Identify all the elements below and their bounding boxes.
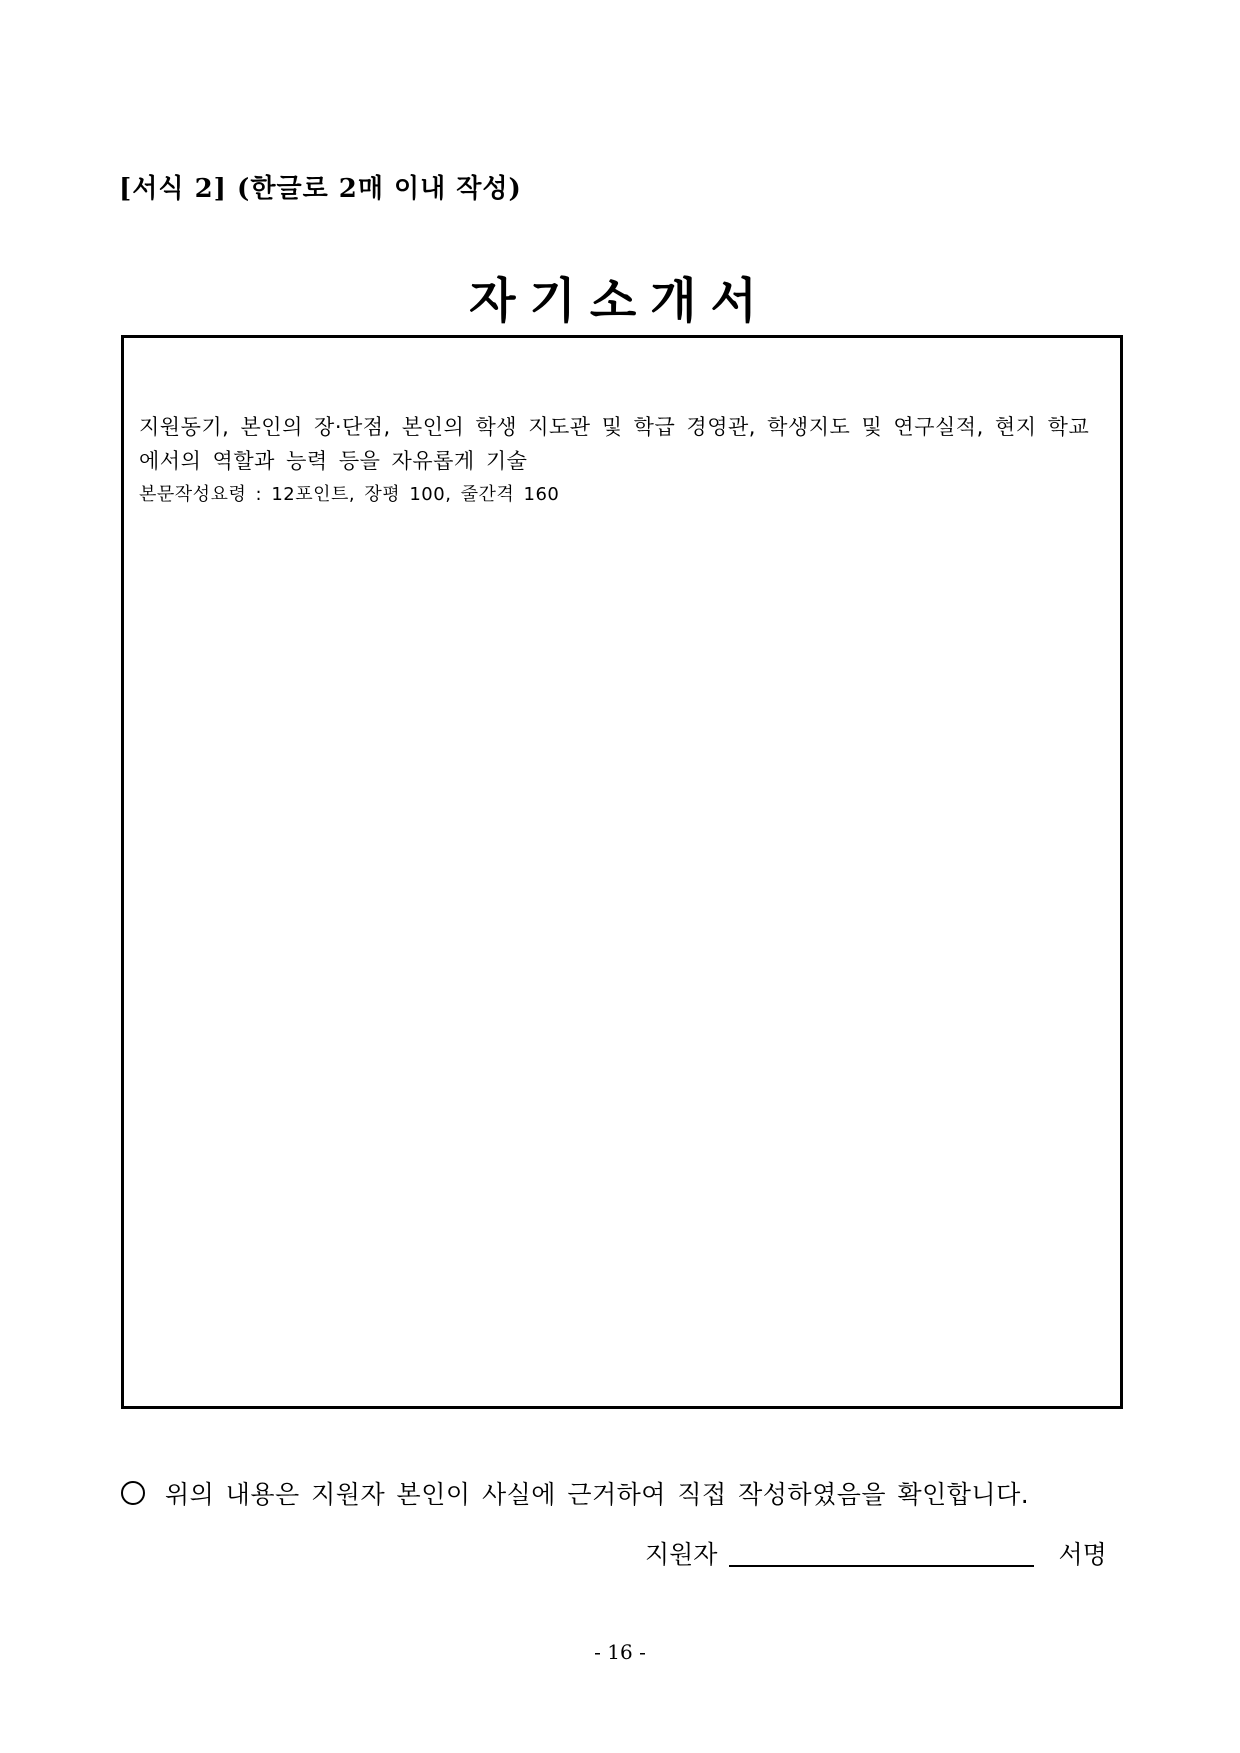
page-number: - 16 - [594, 1640, 646, 1664]
applicant-name-field[interactable] [729, 1539, 1034, 1567]
writing-instruction: 지원동기, 본인의 장·단점, 본인의 학생 지도관 및 학급 경영관, 학생지도 및 연구실적, 현지 학교에서의 역할과 능력 등을 자유롭게 기술 [139, 415, 1090, 473]
signature-label: 서명 [1058, 1540, 1107, 1569]
confirmation-statement [121, 1475, 1029, 1511]
circle-bullet-icon [121, 1481, 145, 1505]
signature-row [645, 1535, 1107, 1571]
essay-content-box[interactable] [121, 335, 1123, 1409]
confirmation-text: 위의 내용은 지원자 본인이 사실에 근거하여 직접 작성하였음을 확인합니다. [165, 1480, 1030, 1509]
applicant-label: 지원자 [645, 1540, 718, 1569]
format-guideline: 본문작성요령 : 12포인트, 장평 100, 줄간격 160 [139, 484, 560, 505]
document-title: 자기소개서 [469, 273, 771, 329]
form-number-label: [서식 2] (한글로 2매 이내 작성) [119, 174, 522, 204]
